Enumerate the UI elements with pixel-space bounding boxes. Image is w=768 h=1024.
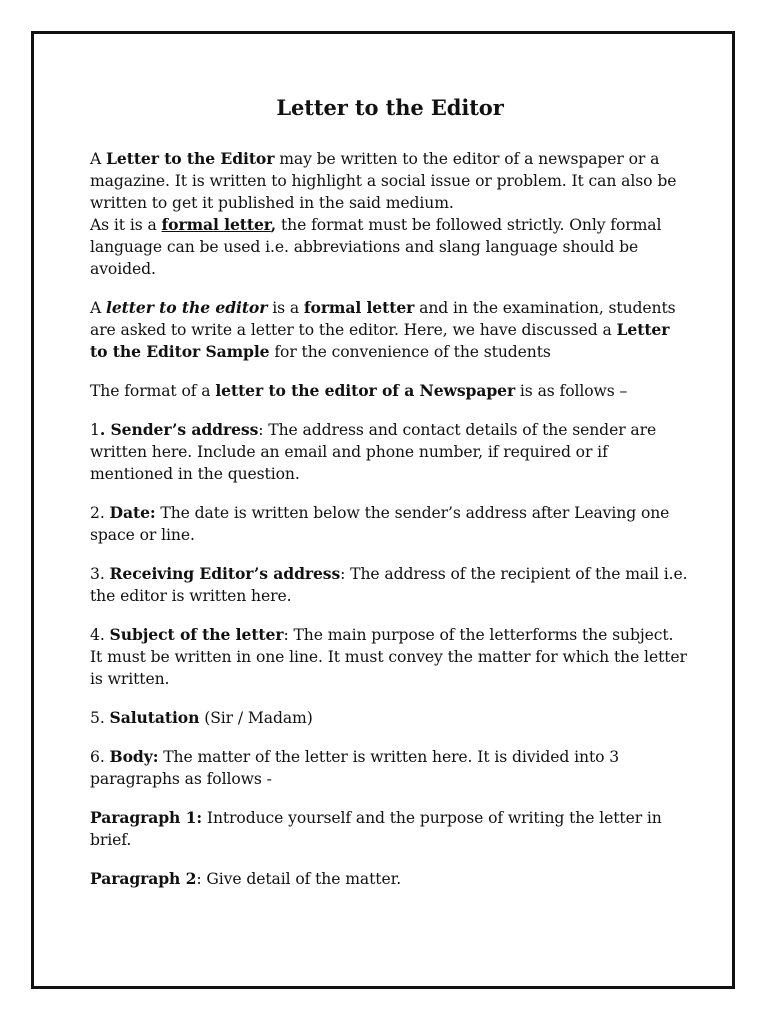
list-item-receiving-editors-address xyxy=(90,563,690,607)
para2-bold-term: formal letter xyxy=(303,298,415,317)
document-body xyxy=(90,90,690,907)
item-text: (Sir / Madam) xyxy=(199,709,313,727)
item-label: Sender’s address xyxy=(110,420,259,439)
intro-paragraph xyxy=(90,148,690,280)
para2-sample-term: Letter to the Editor Sample xyxy=(90,320,670,361)
list-item-body xyxy=(90,746,690,790)
intro-bold-term: Letter to the Editor xyxy=(106,149,275,168)
intro-text-c: may be written to the editor of a newspaper or a magazine. It is written to highlight a social issue or problem. It can also be written to get it published in the said medium. xyxy=(90,150,677,212)
paragraph-2-item xyxy=(90,868,690,890)
intro-second-line xyxy=(90,214,690,280)
item-number: 4. xyxy=(90,626,105,644)
para3-text-c: is as follows – xyxy=(515,382,628,400)
item-label: Subject of the letter xyxy=(109,625,284,644)
item-text: : The address and contact details of the sender are written here. Include an email and phone number, if required or if mentioned in the question. xyxy=(90,421,657,483)
intro-formal-letter-term: formal letter xyxy=(161,215,271,234)
item-number-sep: . xyxy=(99,420,111,439)
paragraph-text: Introduce yourself and the purpose of writing the letter in brief. xyxy=(90,809,662,849)
item-text: The date is written below the sender’s address after Leaving one space or line. xyxy=(90,504,670,544)
intro-text-g: the format must be followed strictly. Only formal language can be used i.e. abbreviations and slang language should be avoided. xyxy=(90,216,662,278)
intro-comma: , xyxy=(270,215,277,234)
item-number: 2. xyxy=(90,504,105,522)
item-number: 3. xyxy=(90,565,105,583)
paragraph-label: Paragraph 2 xyxy=(90,869,197,888)
paragraph-label: Paragraph 1: xyxy=(90,808,203,827)
para2-text-c: is a xyxy=(267,299,304,317)
para2-text-g: for the convenience of the students xyxy=(269,343,551,361)
format-intro-paragraph xyxy=(90,380,690,402)
intro-text-d: As it is a xyxy=(90,216,162,234)
item-label: Salutation xyxy=(109,708,200,727)
para3-text-a: The format of a xyxy=(90,382,216,400)
item-text: : The address of the recipient of the mail i.e. the editor is written here. xyxy=(90,565,688,605)
para2-text-e: and in the examination, students are asked to write a letter to the editor. Here, we have discussed a xyxy=(90,299,676,339)
paragraph-1-item xyxy=(90,807,690,851)
item-text: The matter of the letter is written here. It is divided into 3 paragraphs as follows - xyxy=(90,748,620,788)
item-number: 5. xyxy=(90,709,105,727)
item-number: 6. xyxy=(90,748,105,766)
item-label: Date: xyxy=(109,503,156,522)
paragraph-text: : Give detail of the matter. xyxy=(196,870,402,888)
page-title: Letter to the Editor xyxy=(276,95,504,120)
para2-italic-term: letter to the editor xyxy=(106,298,268,317)
list-item-senders-address xyxy=(90,419,690,485)
list-item-subject-of-the-letter xyxy=(90,624,690,690)
list-item-salutation xyxy=(90,707,690,729)
para2-text-a: A xyxy=(90,299,107,317)
item-label: Receiving Editor’s address xyxy=(109,564,341,583)
item-label: Body: xyxy=(109,747,159,766)
intro-text-a: A xyxy=(90,150,107,168)
item-number: 1 xyxy=(90,421,100,439)
formal-letter-paragraph xyxy=(90,297,690,363)
para3-bold-term: letter to the editor of a Newspaper xyxy=(215,381,516,400)
item-text: : The main purpose of the letterforms the subject. It must be written in one line. It must convey the matter for which the letter is written. xyxy=(90,626,687,688)
list-item-date xyxy=(90,502,690,546)
